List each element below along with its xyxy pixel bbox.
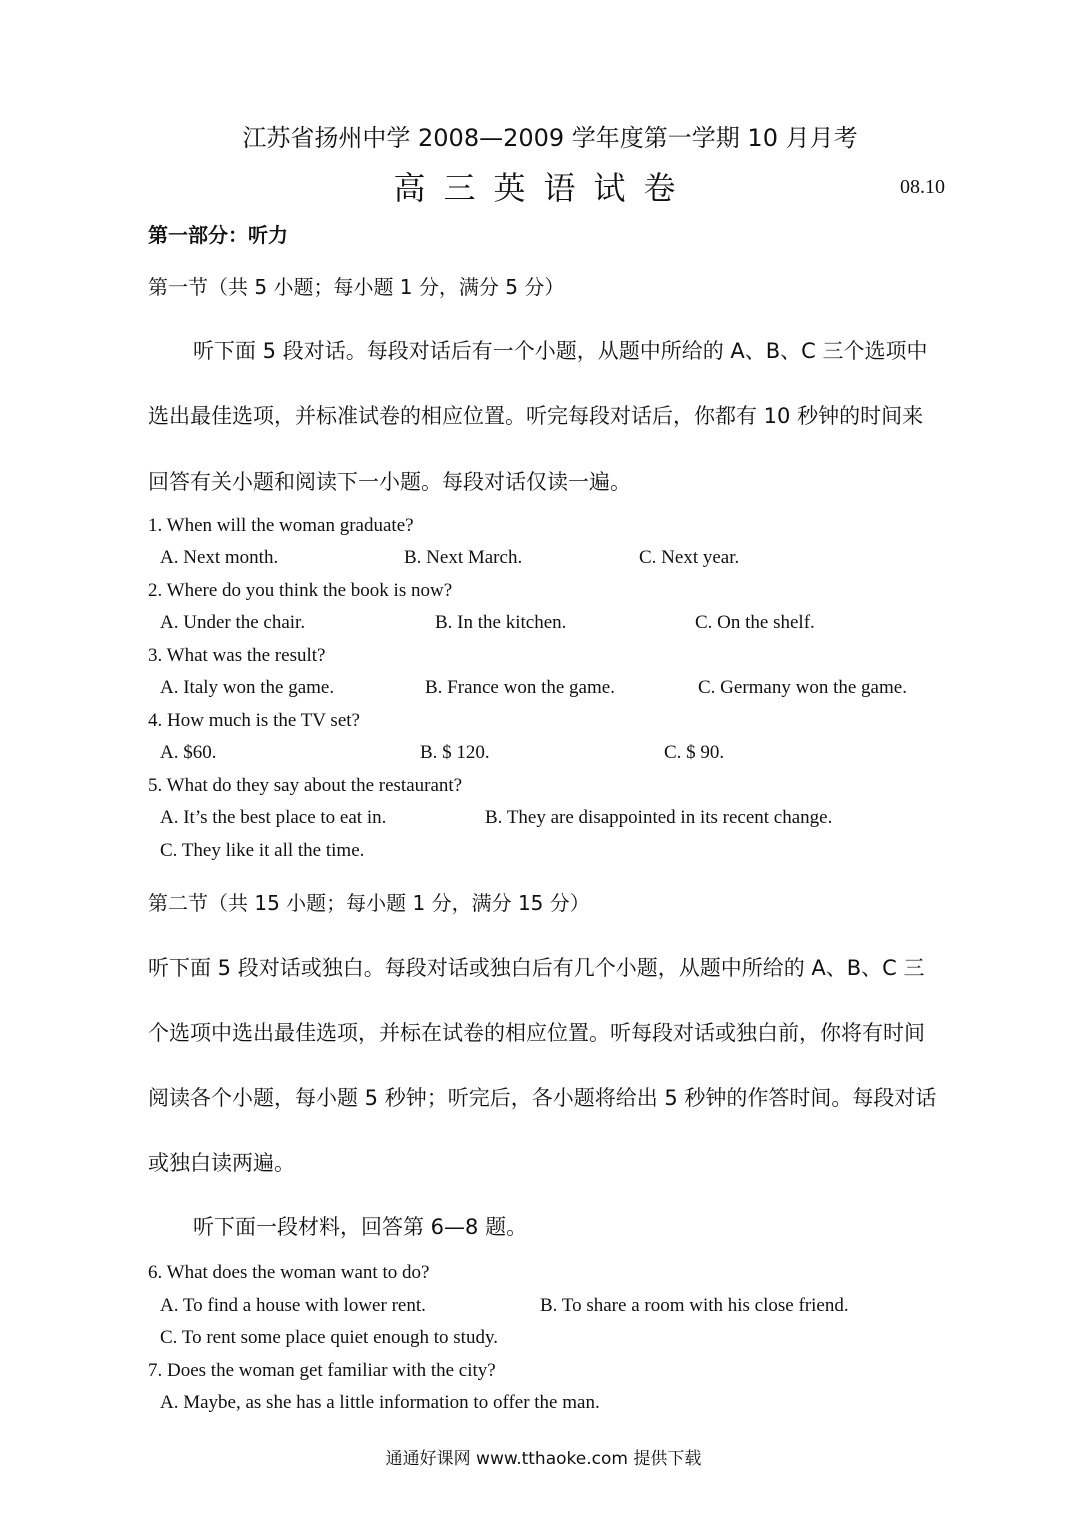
exam-date: 08.10: [900, 176, 945, 198]
instruction-line: 选出最佳选项，并标准试卷的相应位置。听完每段对话后，你都有 10 秒钟的时间来: [148, 404, 924, 428]
q4-option-c: C. $ 90.: [664, 742, 725, 763]
q1-option-b: B. Next March.: [404, 547, 523, 568]
instruction-line: 个选项中选出最佳选项，并标在试卷的相应位置。听每段对话或独白前，你将有时间: [148, 1021, 925, 1045]
school-title: 江苏省扬州中学 2008—2009 学年度第一学期 10 月月考: [242, 124, 858, 152]
q3-option-c: C. Germany won the game.: [698, 677, 907, 698]
q3-option-b: B. France won the game.: [425, 677, 615, 698]
exam-title: 高三英语试卷: [393, 169, 694, 207]
section2-heading: 第二节（共 15 小题；每小题 1 分，满分 15 分）: [148, 891, 590, 915]
instruction-line: 回答有关小题和阅读下一小题。每段对话仅读一遍。: [148, 470, 631, 494]
instruction-line: 听下面 5 段对话。每段对话后有一个小题，从题中所给的 A、B、C 三个选项中: [193, 339, 928, 363]
q1-option-a: A. Next month.: [160, 547, 279, 568]
instruction-line: 听下面 5 段对话或独白。每段对话或独白后有几个小题，从题中所给的 A、B、C 三: [148, 956, 925, 980]
question-5: 5. What do they say about the restaurant?: [148, 775, 463, 796]
q2-option-b: B. In the kitchen.: [435, 612, 567, 633]
question-7: 7. Does the woman get familiar with the city?: [148, 1360, 496, 1381]
part1-heading: 第一部分：听力: [148, 223, 288, 247]
sub-instruction: 听下面一段材料，回答第 6—8 题。: [193, 1215, 528, 1239]
q5-option-b: B. They are disappointed in its recent change.: [485, 807, 833, 828]
instruction-line: 或独白读两遍。: [148, 1151, 295, 1175]
q2-option-c: C. On the shelf.: [695, 612, 815, 633]
q7-option-a: A. Maybe, as she has a little information to offer the man.: [160, 1392, 600, 1413]
q6-option-a: A. To find a house with lower rent.: [160, 1295, 426, 1316]
q4-option-b: B. $ 120.: [420, 742, 490, 763]
question-1: 1. When will the woman graduate?: [148, 515, 414, 536]
q5-option-a: A. It’s the best place to eat in.: [160, 807, 387, 828]
q3-option-a: A. Italy won the game.: [160, 677, 335, 698]
q4-option-a: A. $60.: [160, 742, 217, 763]
question-3: 3. What was the result?: [148, 645, 326, 666]
q2-option-a: A. Under the chair.: [160, 612, 306, 633]
q6-option-b: B. To share a room with his close friend.: [540, 1295, 849, 1316]
section1-heading: 第一节（共 5 小题；每小题 1 分，满分 5 分）: [148, 275, 565, 299]
q6-option-c: C. To rent some place quiet enough to study.: [160, 1327, 498, 1348]
instruction-line: 阅读各个小题，每小题 5 秒钟；听完后，各小题将给出 5 秒钟的作答时间。每段对话: [148, 1086, 937, 1110]
q5-option-c: C. They like it all the time.: [160, 840, 365, 861]
question-4: 4. How much is the TV set?: [148, 710, 360, 731]
question-6: 6. What does the woman want to do?: [148, 1262, 430, 1283]
q1-option-c: C. Next year.: [639, 547, 740, 568]
footer-source: 通通好课网 www.tthaoke.com 提供下载: [385, 1449, 702, 1469]
question-2: 2. Where do you think the book is now?: [148, 580, 453, 601]
